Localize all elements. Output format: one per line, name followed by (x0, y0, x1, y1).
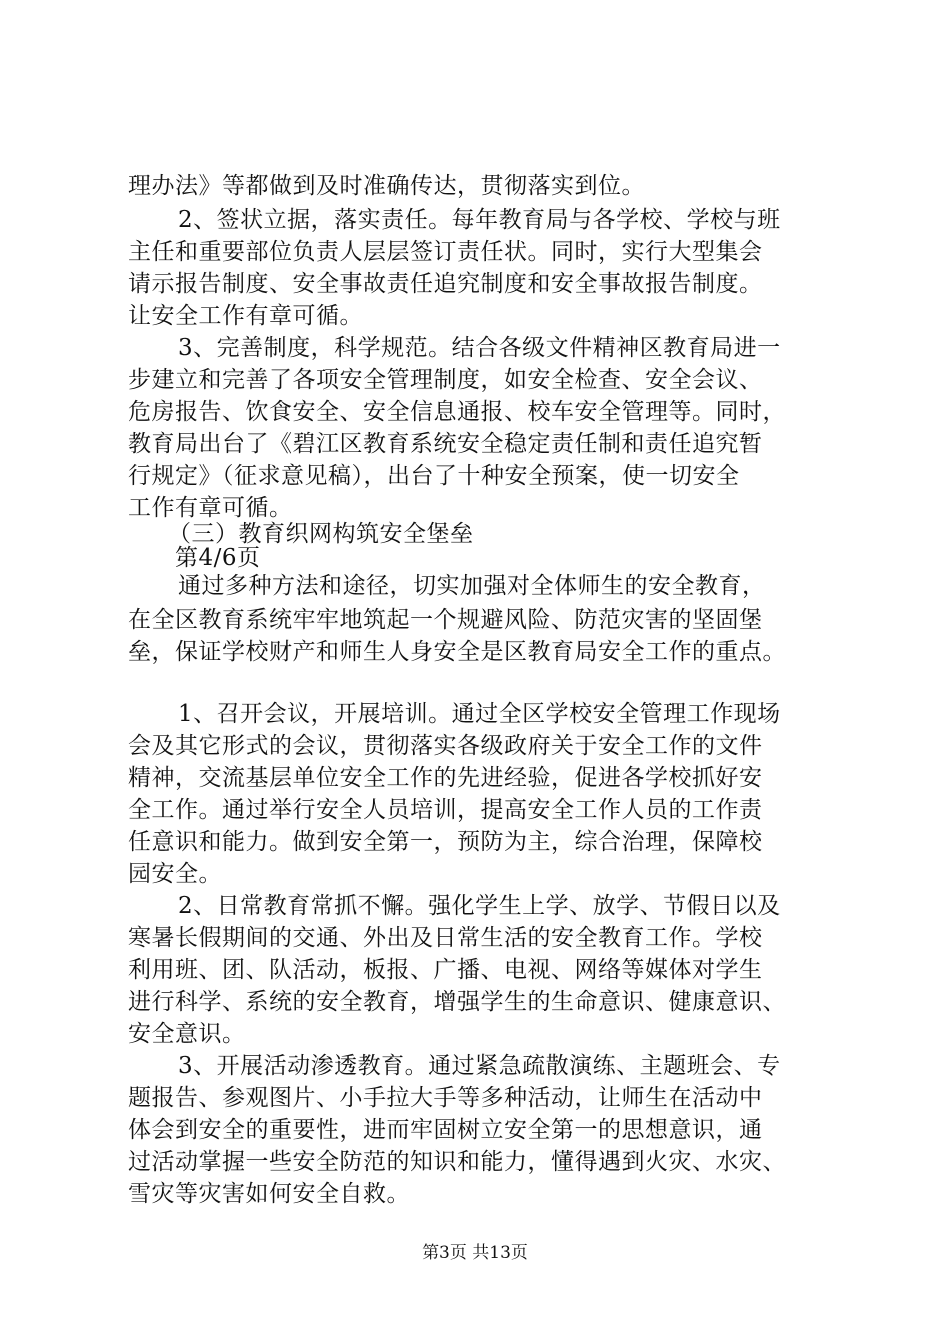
text-line-10: 行规定》（征求意见稿），出台了十种安全预案，使一切安全 (128, 463, 740, 489)
text-line-18: 会及其它形式的会议，贯彻落实各级政府关于安全工作的文件 (128, 733, 763, 759)
text-line-17: 1、召开会议，开展培训。通过全区学校安全管理工作现场 (178, 701, 781, 727)
page-footer: 第3页 共13页 (422, 1243, 528, 1263)
text-line-27: 安全意识。 (128, 1021, 246, 1047)
text-line-11: 工作有章可循。 (128, 495, 293, 521)
text-line-25: 利用班、团、队活动，板报、广播、电视、网络等媒体对学生 (128, 957, 763, 983)
text-line-14: 通过多种方法和途径，切实加强对全体师生的安全教育， (178, 573, 766, 599)
text-line-24: 寒暑长假期间的交通、外出及日常生活的安全教育工作。学校 (128, 925, 763, 951)
text-line-28: 3、开展活动渗透教育。通过紧急疏散演练、主题班会、专 (178, 1053, 781, 1079)
text-line-5: 让安全工作有章可循。 (128, 303, 363, 329)
page-marker: 第4/6页 (175, 545, 261, 571)
text-line-31: 过活动掌握一些安全防范的知识和能力，懂得遇到火灾、水灾、 (128, 1149, 786, 1175)
text-line-8: 危房报告、饮食安全、安全信息通报、校车安全管理等。同时， (128, 399, 786, 425)
text-line-19: 精神，交流基层单位安全工作的先进经验，促进各学校抓好安 (128, 765, 763, 791)
text-line-3: 主任和重要部位负责人层层签订责任状。同时，实行大型集会 (128, 239, 763, 265)
text-line-32: 雪灾等灾害如何安全自救。 (128, 1181, 410, 1207)
text-line-6: 3、完善制度，科学规范。结合各级文件精神区教育局进一 (178, 335, 781, 361)
text-line-9: 教育局出台了《碧江区教育系统安全稳定责任制和责任追究暂 (128, 431, 763, 457)
section-heading: （三）教育织网构筑安全堡垒 (168, 521, 474, 547)
text-line-16: 垒，保证学校财产和师生人身安全是区教育局安全工作的重点。 (128, 639, 786, 665)
text-line-22: 园安全。 (128, 861, 222, 887)
text-line-21: 任意识和能力。做到安全第一，预防为主，综合治理，保障校 (128, 829, 763, 855)
text-line-26: 进行科学、系统的安全教育，增强学生的生命意识、健康意识、 (128, 989, 786, 1015)
text-line-7: 步建立和完善了各项安全管理制度，如安全检查、安全会议、 (128, 367, 763, 393)
text-line-20: 全工作。通过举行安全人员培训，提高安全工作人员的工作责 (128, 797, 763, 823)
text-line-30: 体会到安全的重要性，进而牢固树立安全第一的思想意识，通 (128, 1117, 763, 1143)
text-line-2: 2、签状立据，落实责任。每年教育局与各学校、学校与班 (178, 207, 781, 233)
text-line-15: 在全区教育系统牢牢地筑起一个规避风险、防范灾害的坚固堡 (128, 607, 763, 633)
text-line-4: 请示报告制度、安全事故责任追究制度和安全事故报告制度。 (128, 271, 763, 297)
text-line-29: 题报告、参观图片、小手拉大手等多种活动，让师生在活动中 (128, 1085, 763, 1111)
text-line-23: 2、日常教育常抓不懈。强化学生上学、放学、节假日以及 (178, 893, 781, 919)
text-line-1: 理办法》等都做到及时准确传达，贯彻落实到位。 (128, 173, 645, 199)
